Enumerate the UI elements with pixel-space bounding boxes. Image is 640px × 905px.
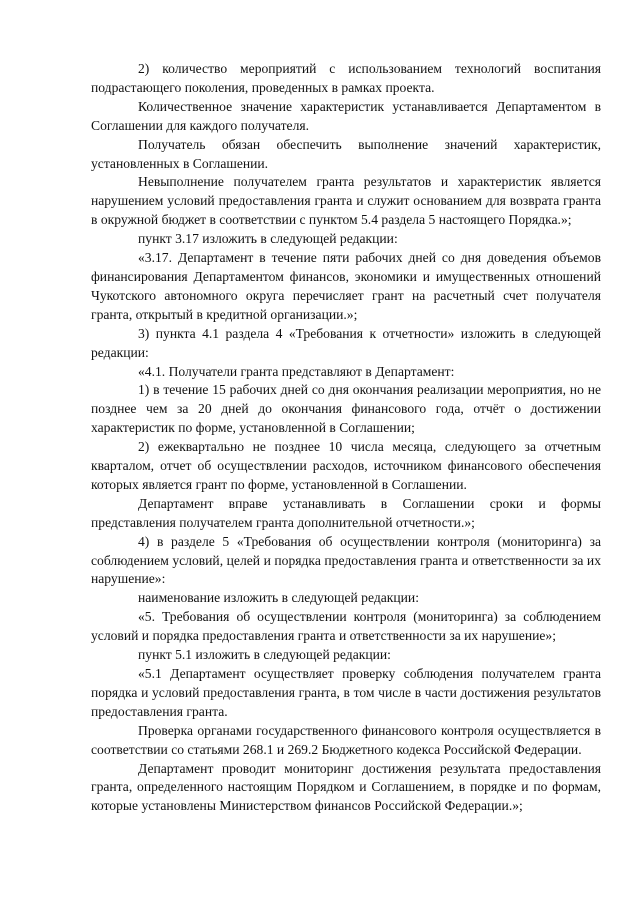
paragraph: 2) количество мероприятий с использованием технологий воспитания подрастающего поколения, проведенных в рамках проекта.	[91, 61, 601, 95]
paragraph: «5. Требования об осуществлении контроля (мониторинга) за соблюдением условий и порядка предоставления гранта и ответственности за их нарушение»;	[91, 609, 601, 644]
paragraph: пункт 3.17 изложить в следующей редакции:	[138, 231, 398, 247]
document-body	[91, 60, 601, 816]
paragraph: Проверка органами государственного финансового контроля осуществляется в соответствии со статьями 268.1 и 269.2 Бюджетного кодекса Российской Федерации.	[91, 722, 601, 757]
paragraph: «4.1. Получатели гранта представляют в Департамент:	[138, 363, 455, 379]
paragraph: «3.17. Департамент в течение пяти рабочих дней со дня доведения объемов финансирования Департаментом финансов, экономики и имущественных отношений Чукотского автономного округа перечисляет грант на расчетный счет получателя гранта, открытый в кредитной организации.»;	[91, 250, 601, 322]
paragraph: Невыполнение получателем гранта результатов и характеристик является нарушением условий предоставления гранта и служит основанием для возврата гранта в окружной бюджет в соответствии с пунктом 5.4 раздела 5 настоящего Порядка.»;	[91, 174, 601, 228]
paragraph: Департамент вправе устанавливать в Соглашении сроки и формы представления получателем гранта дополнительной отчетности.»;	[91, 495, 601, 530]
paragraph: пункт 5.1 изложить в следующей редакции:	[138, 647, 391, 663]
paragraph: Получатель обязан обеспечить выполнение значений характеристик, установленных в Соглашении.	[91, 136, 601, 171]
paragraph: 2) ежеквартально не позднее 10 числа месяца, следующего за отчетным кварталом, отчет об осуществлении расходов, источником финансового обеспечения которых является грант по форме, установленной в Соглашении.	[91, 439, 601, 492]
paragraph: 3) пункта 4.1 раздела 4 «Требования к отчетности» изложить в следующей редакции:	[91, 325, 601, 360]
paragraph: «5.1 Департамент осуществляет проверку соблюдения получателем гранта порядка и условий предоставления гранта, в том числе в части достижения результатов предоставления гранта.	[91, 666, 601, 719]
paragraph: наименование изложить в следующей редакции:	[138, 590, 419, 606]
paragraph: Департамент проводит мониторинг достижения результата предоставления гранта, определенного настоящим Порядком и Соглашением, в порядке и по формам, которые установлены Министерством финансов Российской Федерации.»;	[91, 760, 601, 814]
paragraph: Количественное значение характеристик устанавливается Департаментом в Соглашении для каждого получателя.	[91, 98, 601, 133]
paragraph: 4) в разделе 5 «Требования об осуществлении контроля (мониторинга) за соблюдением условий, целей и порядка предоставления гранта и ответственности за их нарушение»:	[91, 533, 601, 587]
paragraph: 1) в течение 15 рабочих дней со дня окончания реализации мероприятия, но не позднее чем за 20 дней до окончания финансового года, отчёт о достижении характеристик по форме, установленной в Соглашении;	[91, 382, 601, 436]
